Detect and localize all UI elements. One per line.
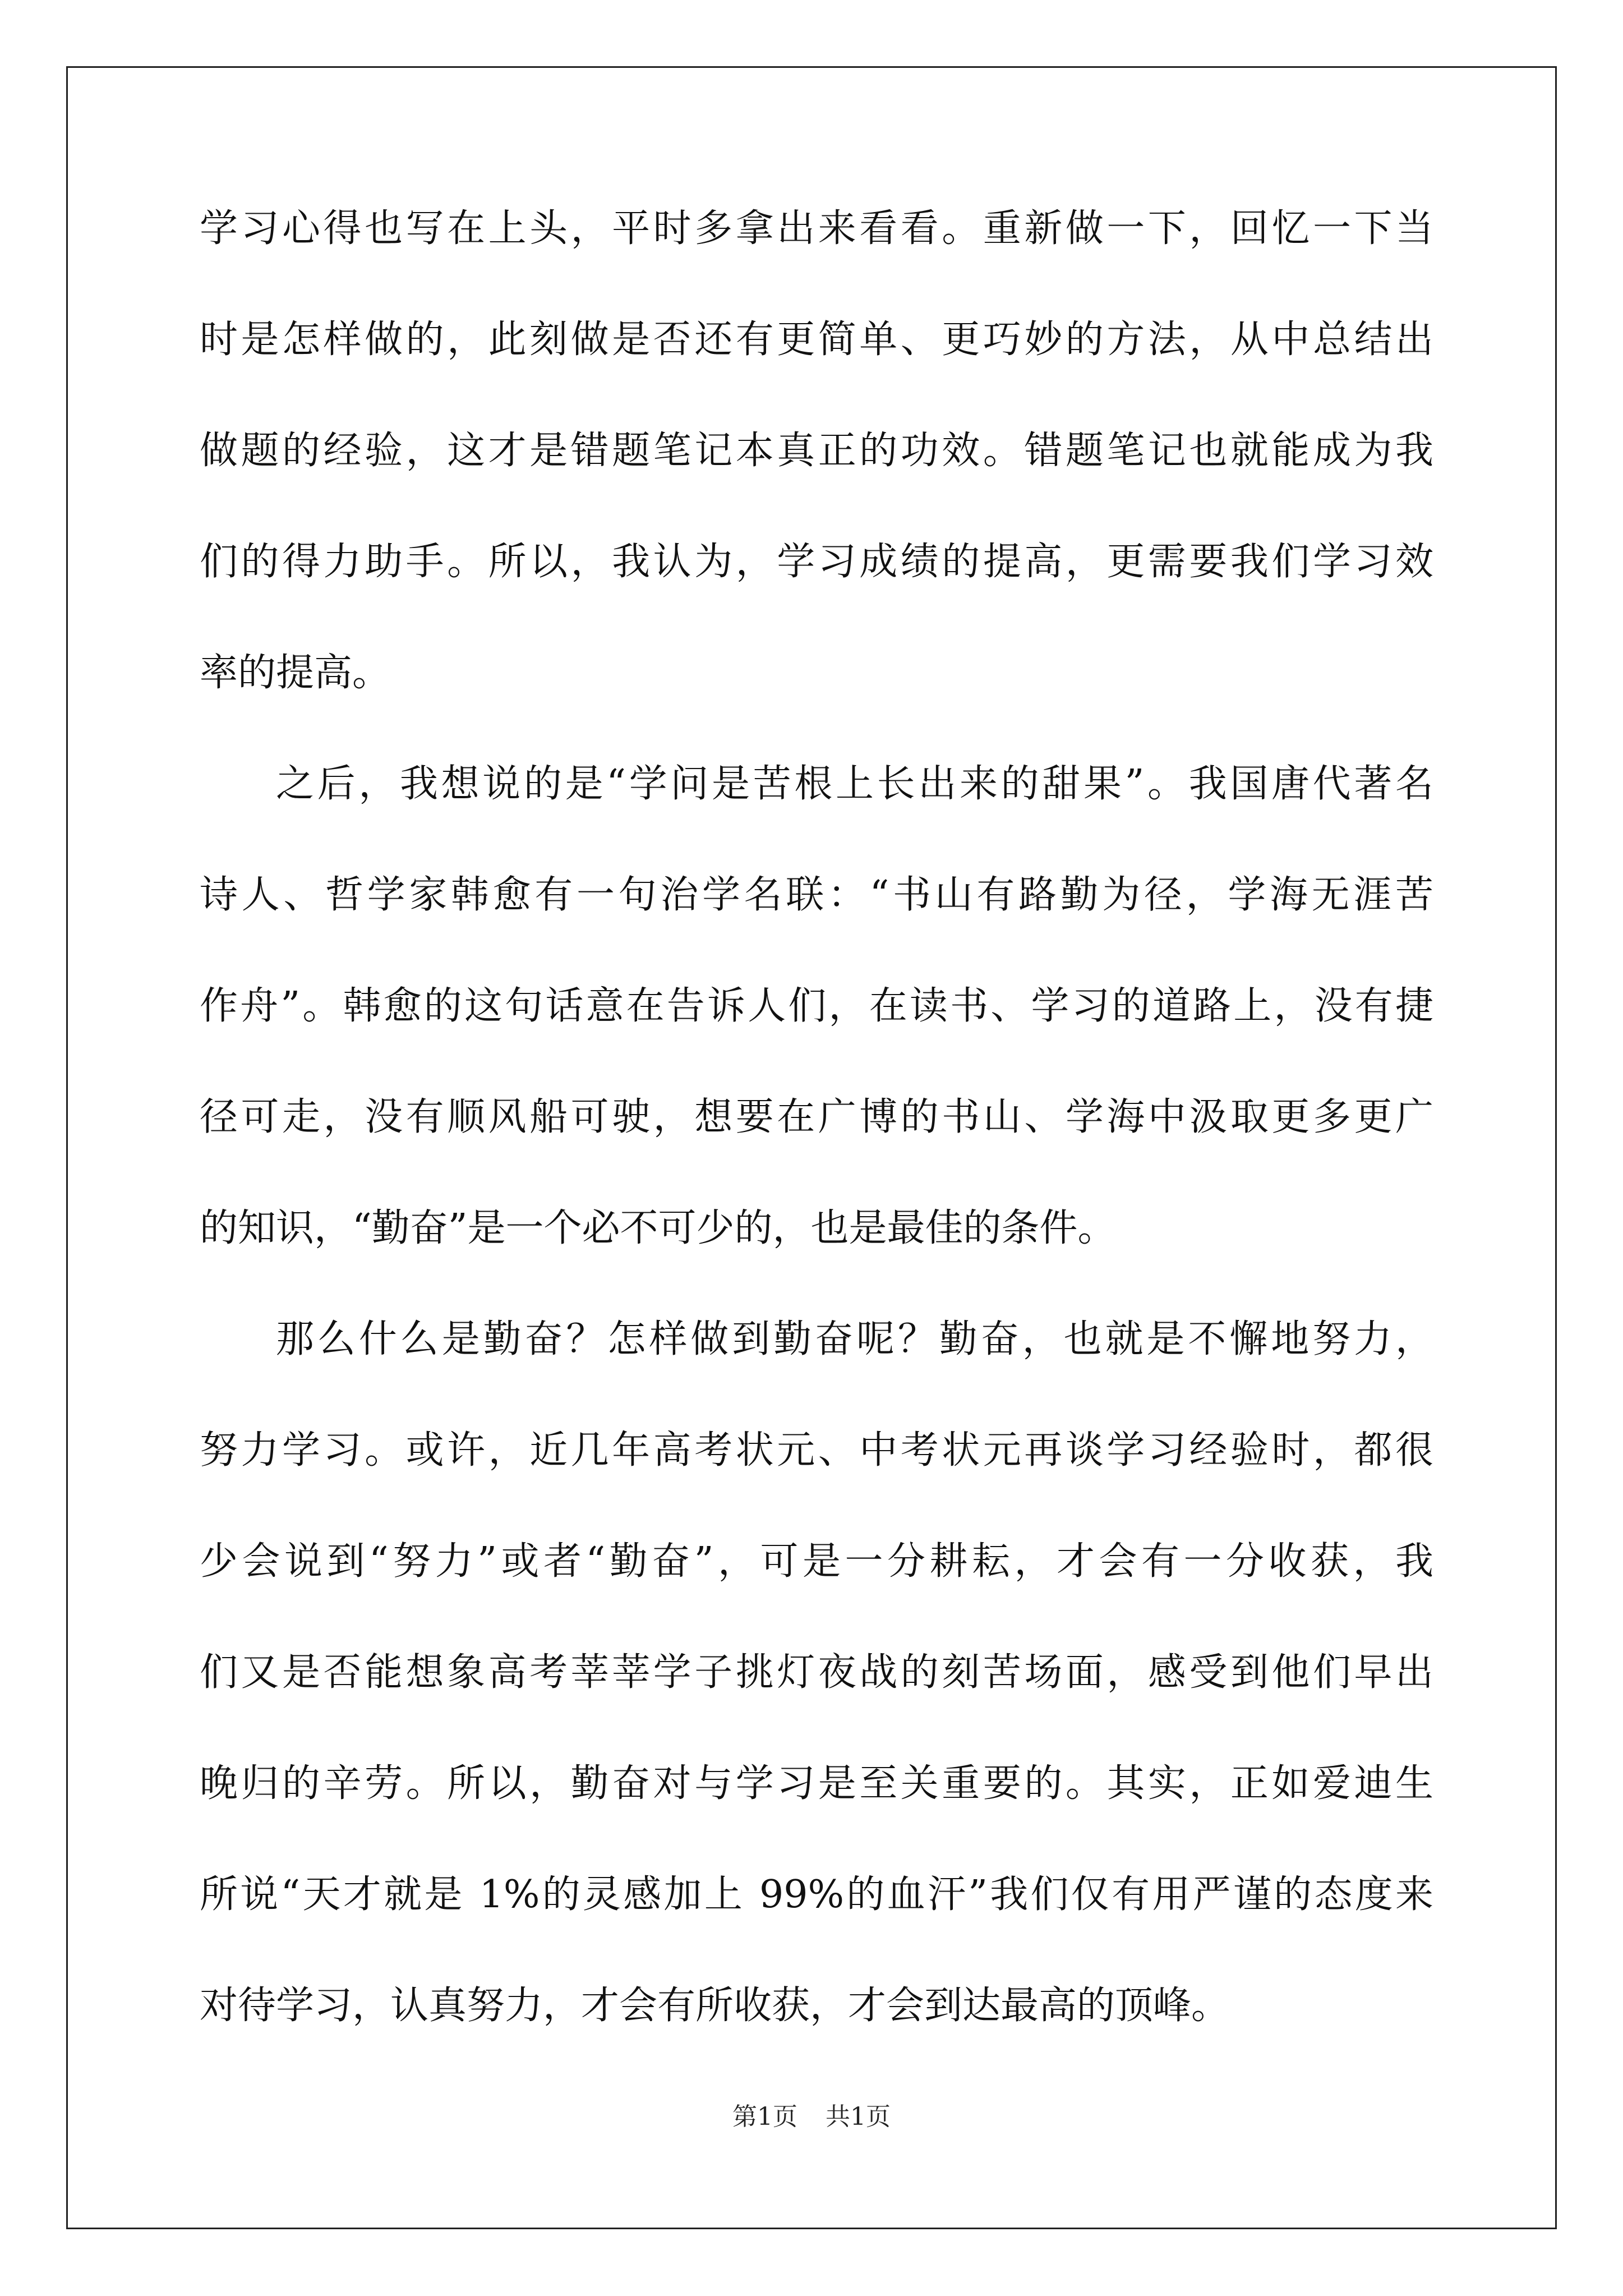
paragraph-3-line-5: 晚归的辛劳。所以，勤奋对与学习是至关重要的。其实，正如爱迪生 <box>200 1761 1433 1806</box>
paragraph-1-line-1: 学习心得也写在上头，平时多拿出来看看。重新做一下，回忆一下当 <box>200 206 1433 251</box>
paragraph-3-line-1: 那么什么是勤奋？怎样做到勤奋呢？勤奋，也就是不懈地努力， <box>276 1317 1433 1361</box>
paragraph-1-line-3: 做题的经验，这才是错题笔记本真正的功效。错题笔记也就能成为我 <box>200 429 1433 473</box>
paragraph-2-line-1: 之后，我想说的是“学问是苦根上长出来的甜果”。我国唐代著名 <box>276 762 1433 806</box>
paragraph-1-line-5: 率的提高。 <box>200 651 391 695</box>
paragraph-1-line-4: 们的得力助手。所以，我认为，学习成绩的提高，更需要我们学习效 <box>200 540 1433 584</box>
paragraph-3-line-7: 对待学习，认真努力，才会有所收获，才会到达最高的顶峰。 <box>200 1984 1230 2028</box>
paragraph-3-line-2: 努力学习。或许，近几年高考状元、中考状元再谈学习经验时，都很 <box>200 1428 1433 1473</box>
page-footer <box>0 2100 1623 2134</box>
paragraph-2-line-5: 的知识，“勤奋”是一个必不可少的，也是最佳的条件。 <box>200 1206 1116 1250</box>
page-total: 共1页 <box>826 2102 891 2131</box>
paragraph-3-line-6: 所说“天才就是 1%的灵感加上 99%的血汗”我们仅有用严谨的态度来 <box>200 1872 1433 1917</box>
paragraph-2-line-3: 作舟”。韩愈的这句话意在告诉人们，在读书、学习的道路上，没有捷 <box>200 984 1433 1028</box>
page-number: 第1页 <box>732 2102 797 2131</box>
paragraph-2-line-4: 径可走，没有顺风船可驶，想要在广博的书山、学海中汲取更多更广 <box>200 1095 1433 1139</box>
paragraph-3-line-4: 们又是否能想象高考莘莘学子挑灯夜战的刻苦场面，感受到他们早出 <box>200 1650 1433 1695</box>
paragraph-3-line-3: 少会说到“努力”或者“勤奋”，可是一分耕耘，才会有一分收获，我 <box>200 1539 1433 1584</box>
paragraph-2-line-2: 诗人、哲学家韩愈有一句治学名联：“书山有路勤为径，学海无涯苦 <box>200 873 1433 917</box>
paragraph-1-line-2: 时是怎样做的，此刻做是否还有更简单、更巧妙的方法，从中总结出 <box>200 318 1433 362</box>
